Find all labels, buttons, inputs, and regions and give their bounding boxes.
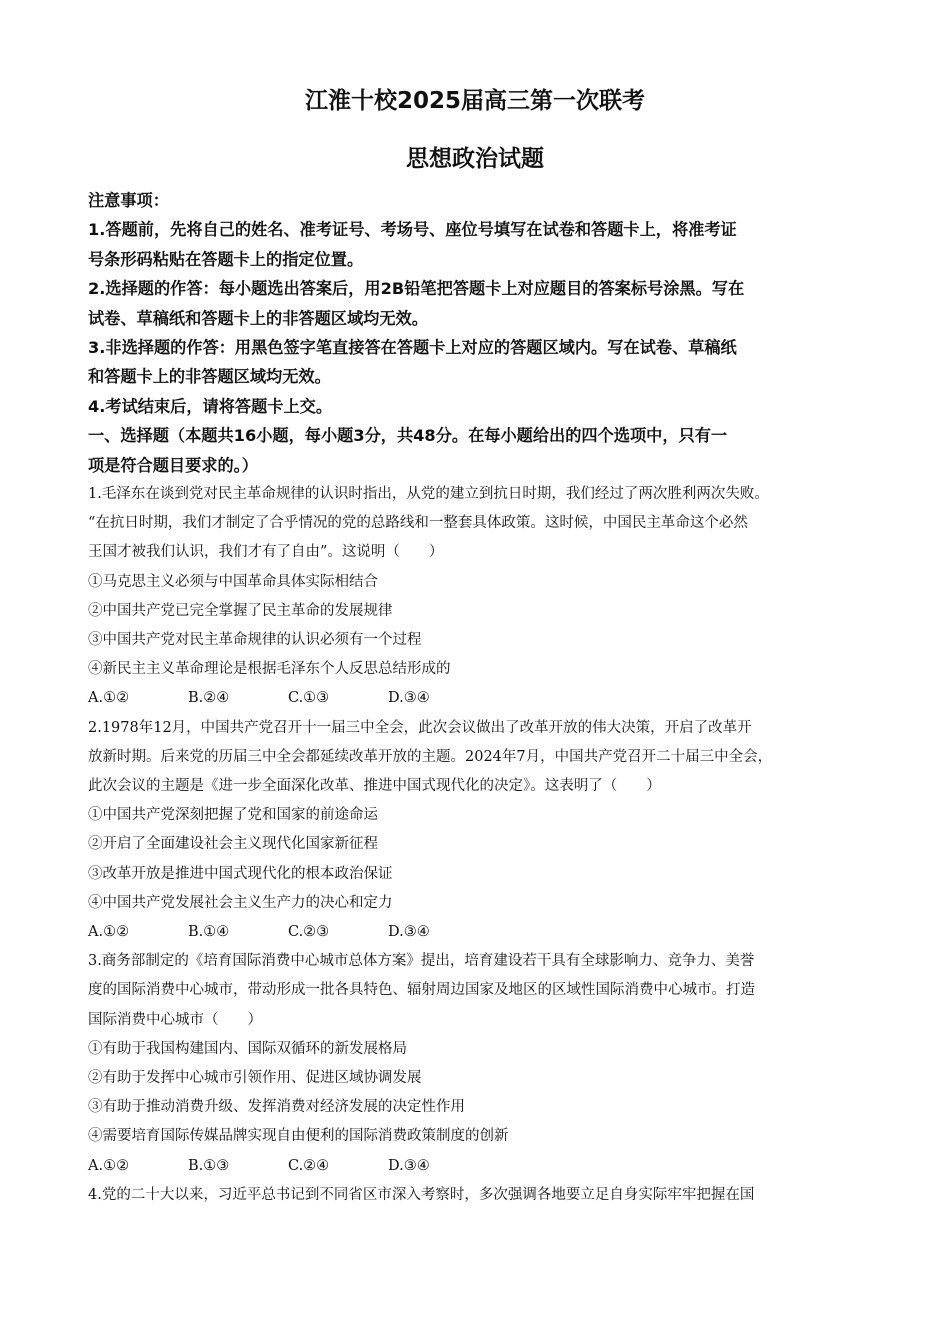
question-stem: 2.1978年12月，中国共产党召开十一届三中全会，此次会议做出了改革开放的伟大决策，开启了改革开 <box>88 719 752 736</box>
option-a: A.①② <box>88 690 130 707</box>
question-stem: 此次会议的主题是《进一步全面深化改革、推进中国式现代化的决定》。这表明了（ ） <box>88 778 661 795</box>
section-heading: 项是符合题目要求的。） <box>88 455 258 475</box>
question-statement: ④中国共产党发展社会主义生产力的决心和定力 <box>88 894 393 911</box>
question-stem: 度的国际消费中心城市，带动形成一批各具特色、辐射周边国家及地区的区域性国际消费中心城市。打造 <box>88 982 755 999</box>
notice-heading: 注意事项： <box>88 191 169 210</box>
option-c: C.①③ <box>288 690 330 707</box>
notice-line: 号条形码粘贴在答题卡上的指定位置。 <box>88 249 364 269</box>
notice-section <box>88 186 868 480</box>
notice-line: 2.选择题的作答：每小题选出答案后，用2B铅笔把答题卡上对应题目的答案标号涂黑。写在 <box>88 279 745 299</box>
question-stem: 3.商务部制定的《培育国际消费中心城市总体方案》提出，培育建设若干具有全球影响力、竞争力、美誉 <box>88 953 755 970</box>
notice-line: 3.非选择题的作答：用黑色签字笔直接答在答题卡上对应的答题区域内。写在试卷、草稿纸 <box>88 338 737 358</box>
question-stem: 1.毛泽东在谈到党对民主革命规律的认识时指出，从党的建立到抗日时期，我们经过了两次胜利两次失败。 <box>88 486 769 502</box>
option-a: A.①② <box>88 924 130 941</box>
question-options <box>88 1152 878 1181</box>
option-d: D.③④ <box>388 1157 430 1174</box>
question-statement: ②中国共产党已完全掌握了民主革命的发展规律 <box>88 602 393 619</box>
option-a: A.①② <box>88 1157 130 1174</box>
question-stem: “在抗日时期，我们才制定了合乎情况的党的总路线和一整套具体政策。这时候，中国民主革命这个必然 <box>88 515 748 532</box>
question-statement: ③中国共产党对民主革命规律的认识必须有一个过程 <box>88 632 422 649</box>
question-statement: ②开启了全面建设社会主义现代化国家新征程 <box>88 836 378 853</box>
notice-line: 4.考试结束后，请将答题卡上交。 <box>88 396 333 416</box>
question-stem: 4.党的二十大以来，习近平总书记到不同省区市深入考察时，多次强调各地要立足自身实际牢牢把握在国 <box>88 1186 755 1203</box>
question-statement: ②有助于发挥中心城市引领作用、促进区域协调发展 <box>88 1070 422 1087</box>
question-statement: ③改革开放是推进中国式现代化的根本政治保证 <box>88 865 393 882</box>
question-list <box>88 480 878 1210</box>
exam-subtitle: 思想政治试题 <box>406 146 544 172</box>
question-statement: ①有助于我国构建国内、国际双循环的新发展格局 <box>88 1040 407 1057</box>
exam-title: 江淮十校2025届高三第一次联考 <box>304 88 645 114</box>
question-options <box>88 684 878 713</box>
question-stem: 王国才被我们认识，我们才有了自由”。这说明（ ） <box>88 544 444 561</box>
question-statement: ①中国共产党深刻把握了党和国家的前途命运 <box>88 807 378 824</box>
section-heading: 一、选择题（本题共16小题，每小题3分，共48分。在每小题给出的四个选项中，只有一 <box>88 426 728 446</box>
question-statement: ④需要培育国际传媒品牌实现自由便利的国际消费政策制度的创新 <box>88 1128 509 1145</box>
question-stem: 国际消费中心城市（ ） <box>88 1011 262 1028</box>
notice-line: 试卷、草稿纸和答题卡上的非答题区域均无效。 <box>88 308 428 328</box>
option-b: B.①③ <box>188 1157 230 1174</box>
question-stem: 放新时期。后来党的历届三中全会都延续改革开放的主题。2024年7月，中国共产党召开二十届三中全会， <box>88 748 773 765</box>
question-statement: ③有助于推动消费升级、发挥消费对经济发展的决定性作用 <box>88 1099 465 1116</box>
option-d: D.③④ <box>388 924 430 941</box>
option-d: D.③④ <box>388 690 430 707</box>
option-c: C.②③ <box>288 924 330 941</box>
option-c: C.②④ <box>288 1157 330 1174</box>
question-statement: ④新民主主义革命理论是根据毛泽东个人反思总结形成的 <box>88 661 451 678</box>
question-options <box>88 918 878 947</box>
notice-line: 1.答题前，先将自己的姓名、准考证号、考场号、座位号填写在试卷和答题卡上，将准考证 <box>88 220 737 240</box>
notice-line: 和答题卡上的非答题区域均无效。 <box>88 367 331 387</box>
question-statement: ①马克思主义必须与中国革命具体实际相结合 <box>88 573 378 590</box>
option-b: B.①④ <box>188 924 230 941</box>
option-b: B.②④ <box>188 690 230 707</box>
